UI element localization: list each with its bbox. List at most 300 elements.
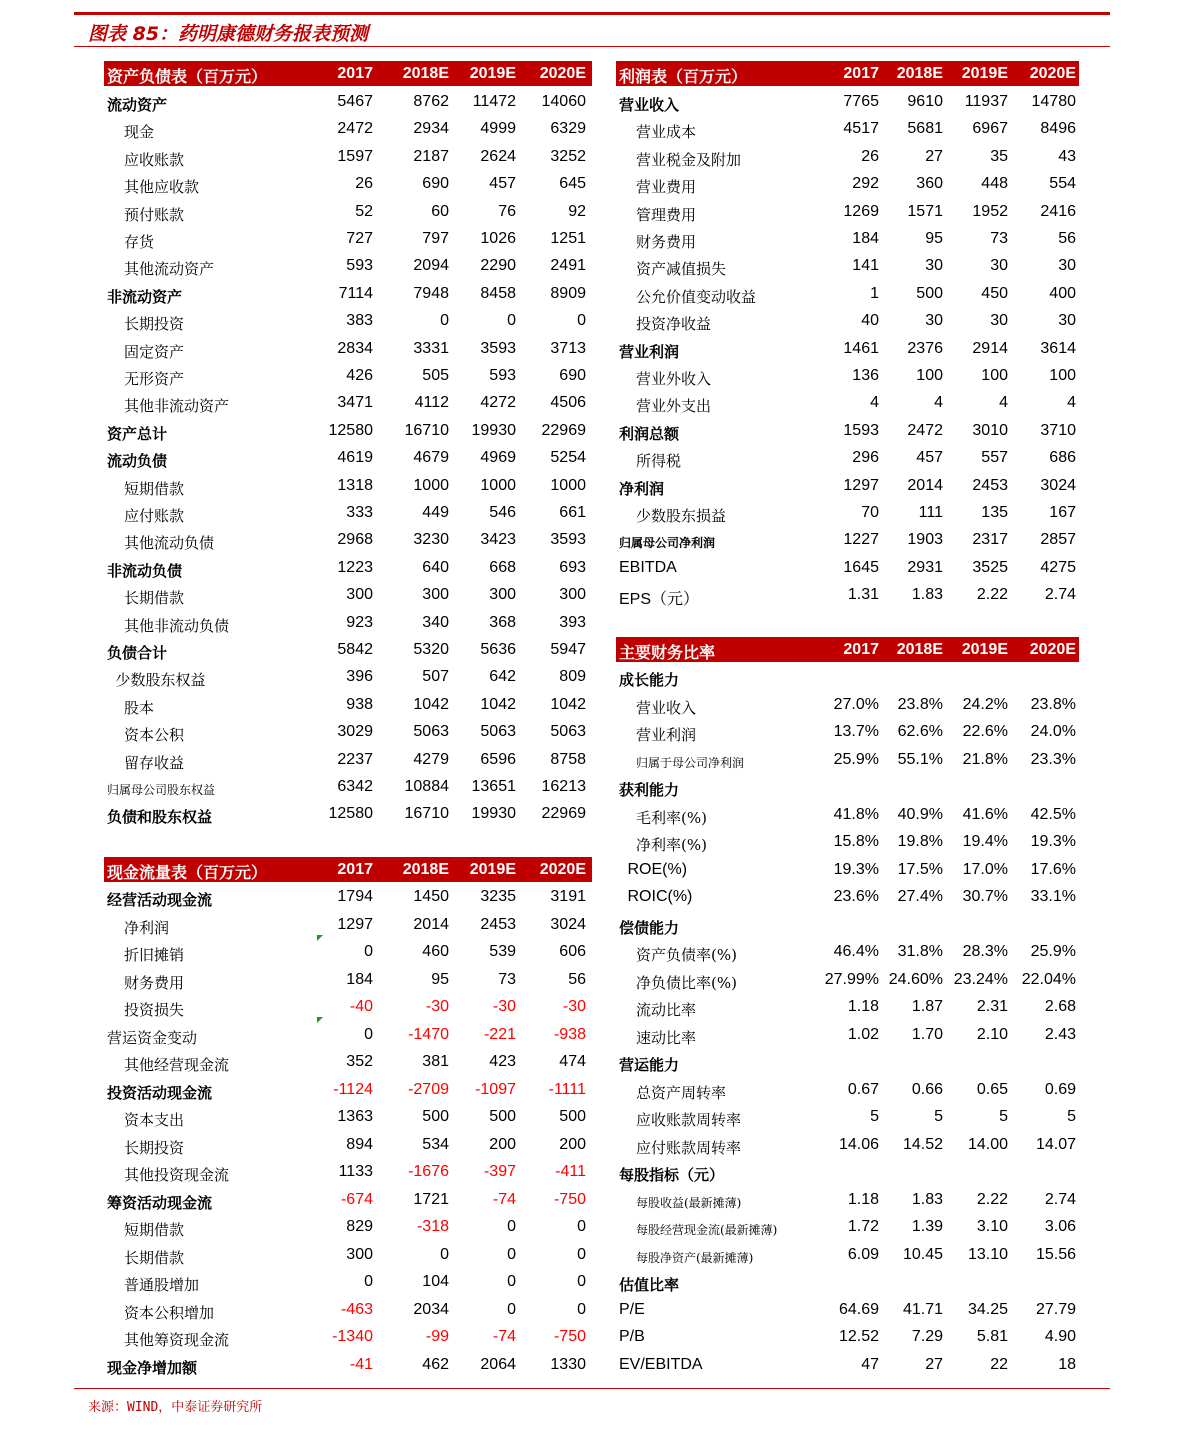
cell-value: 16213	[541, 778, 586, 795]
cell-value: 3010	[972, 421, 1008, 439]
cell-value: -1470	[408, 1025, 449, 1043]
cell-value: 167	[1049, 504, 1076, 521]
cell-value: 1.02	[847, 1025, 879, 1043]
cell-value: 1597	[337, 147, 373, 165]
ratios-title: 主要财务比率	[619, 643, 716, 662]
cell-value: 3.10	[976, 1218, 1008, 1235]
table-row	[104, 1049, 592, 1076]
row-label: 无形资产	[124, 370, 185, 388]
cell-value: 100	[981, 367, 1008, 384]
cell-value: 46.4%	[833, 943, 879, 960]
row-label: 归属母公司净利润	[619, 536, 716, 551]
cell-value: 1952	[972, 202, 1008, 220]
cell-value: 2.22	[976, 586, 1008, 604]
row-label: 营运能力	[619, 1056, 680, 1074]
cell-value: 0.69	[1044, 1080, 1076, 1098]
cell-value: 184	[852, 230, 879, 247]
table-row	[616, 473, 1079, 500]
cell-value: 3710	[1040, 421, 1076, 439]
row-label: 资本支出	[124, 1111, 185, 1129]
row-label: 投资损失	[124, 1001, 185, 1019]
figure-title: 图表 85：药明康德财务报表预测	[88, 23, 369, 45]
table-row	[104, 116, 592, 143]
cell-value: 23.24%	[953, 970, 1008, 988]
table-row	[104, 912, 592, 939]
cell-value: -2709	[408, 1080, 449, 1098]
cell-value: 0	[507, 312, 516, 330]
table-row	[616, 1297, 1079, 1324]
cell-value: 0	[507, 1218, 516, 1235]
cell-value: 423	[489, 1053, 516, 1070]
cell-value: -1124	[333, 1080, 373, 1098]
cell-value: 923	[346, 613, 373, 631]
cell-value: 1571	[907, 202, 943, 220]
cell-value: 593	[346, 257, 373, 275]
table-row	[616, 884, 1079, 911]
table-row	[104, 1187, 592, 1214]
cell-value: 1318	[337, 476, 373, 494]
cell-value: 300	[346, 1245, 373, 1263]
cell-value: 1223	[337, 558, 373, 576]
cell-value: 3713	[550, 339, 586, 357]
row-label: 固定资产	[124, 342, 185, 361]
cell-value: 1042	[480, 695, 516, 713]
table-row	[616, 1159, 1079, 1186]
table-row	[104, 199, 592, 226]
table-row	[104, 445, 592, 472]
cell-value: 135	[981, 504, 1008, 521]
cell-value: 1794	[337, 888, 373, 905]
table-row	[616, 802, 1079, 829]
table-row	[104, 1242, 592, 1269]
cell-value: 40.9%	[897, 805, 943, 823]
cell-value: 894	[346, 1135, 373, 1153]
row-label: 营业成本	[636, 123, 697, 142]
row-label: 营业费用	[636, 178, 697, 197]
cell-value: 19.4%	[962, 833, 1008, 850]
table-row	[104, 801, 592, 828]
cell-value: 2857	[1040, 531, 1076, 549]
row-label: 净利率(%)	[636, 836, 707, 854]
cell-value: 55.1%	[897, 750, 943, 768]
cell-value: 4619	[337, 449, 373, 467]
cell-value: 100	[916, 367, 943, 384]
cell-value: 24.2%	[962, 695, 1008, 713]
cell-value: 14060	[541, 93, 586, 110]
cell-value: 3191	[550, 888, 586, 905]
cell-value: 2931	[907, 558, 943, 576]
cell-value: 383	[346, 312, 373, 330]
table-row	[104, 939, 592, 966]
table-row	[104, 144, 592, 171]
cell-value: 1000	[480, 476, 516, 494]
cell-value: 340	[422, 613, 449, 631]
cell-value: 546	[489, 504, 516, 521]
cell-value: 42.5%	[1030, 805, 1076, 823]
row-label: 其他流动资产	[124, 260, 215, 279]
row-label: 归属于母公司净利润	[636, 755, 745, 770]
cell-value: 500	[489, 1108, 516, 1125]
row-label: 资本公积	[124, 726, 185, 745]
cell-value: 10884	[404, 778, 449, 795]
row-label: ROE(%)	[627, 860, 688, 878]
cell-value: 1.31	[847, 586, 879, 604]
table-row	[616, 500, 1079, 527]
cell-value: 35	[990, 147, 1008, 165]
row-label: 应收账款	[124, 150, 185, 169]
cell-value: 13.10	[967, 1245, 1008, 1263]
cell-value: 829	[346, 1218, 373, 1235]
cell-value: 4272	[480, 394, 516, 412]
cell-value: 17.6%	[1030, 860, 1076, 878]
table-row	[104, 89, 592, 116]
cell-value: 1330	[550, 1355, 586, 1373]
cell-value: 40	[861, 312, 879, 330]
cell-value: 4506	[550, 394, 586, 412]
cell-value: 797	[422, 230, 449, 247]
cell-value: 31.8%	[897, 943, 943, 960]
cell-value: 2624	[480, 147, 516, 165]
cell-value: 0	[577, 1300, 586, 1318]
cell-value: 393	[559, 613, 586, 631]
cell-value: 0	[507, 1245, 516, 1263]
cell-value: 0	[507, 1300, 516, 1318]
row-label: P/E	[619, 1300, 645, 1318]
cell-value: 95	[925, 230, 943, 247]
table-row	[616, 857, 1079, 884]
row-label: EV/EBITDA	[619, 1355, 703, 1373]
table-row	[616, 994, 1079, 1021]
cell-value: 8496	[1040, 120, 1076, 138]
row-label: 经营活动现金流	[107, 891, 213, 909]
cell-value: 26	[355, 175, 373, 193]
row-label: 其他投资现金流	[124, 1166, 230, 1184]
year-header: 2020E	[539, 65, 586, 82]
cell-value: 8762	[413, 93, 449, 110]
cell-value: 24.60%	[888, 970, 943, 988]
row-label: 其他非流动负债	[124, 616, 230, 635]
cell-value: 0.67	[847, 1080, 879, 1098]
cell-value: 6596	[480, 750, 516, 768]
cell-value: 2317	[972, 531, 1008, 549]
cell-value: 693	[559, 558, 586, 576]
cell-value: 2968	[337, 531, 373, 549]
cell-value: -1111	[548, 1080, 586, 1098]
cell-value: 13.7%	[833, 723, 879, 740]
cell-value: 25.9%	[833, 750, 879, 768]
cell-value: -221	[483, 1025, 516, 1043]
cell-value: 60	[431, 202, 449, 220]
cell-value: -1676	[408, 1163, 449, 1180]
table-row	[104, 994, 592, 1021]
cell-value: 200	[489, 1135, 516, 1153]
cell-value: -30	[425, 998, 449, 1015]
cell-value: 0	[440, 312, 449, 330]
cell-value: 92	[568, 202, 586, 220]
cell-value: 0	[364, 943, 373, 960]
cell-value: 3.06	[1044, 1218, 1076, 1235]
table-row	[104, 390, 592, 417]
table-row	[616, 1077, 1079, 1104]
ratios-header	[616, 637, 1079, 662]
cell-value: 474	[559, 1053, 586, 1070]
row-label: 应付账款	[124, 507, 185, 525]
cell-value: 5	[934, 1108, 943, 1125]
cell-value: 14780	[1031, 93, 1076, 110]
cell-value: 352	[346, 1053, 373, 1070]
row-label: 偿债能力	[619, 918, 680, 937]
table-row	[616, 664, 1079, 691]
cell-value: 1363	[337, 1108, 373, 1125]
cell-value: 17.5%	[897, 860, 943, 878]
income-header	[616, 61, 1079, 86]
cell-value: -40	[349, 998, 373, 1015]
cell-value: 462	[422, 1355, 449, 1373]
cell-value: 3024	[550, 915, 586, 933]
table-row	[104, 692, 592, 719]
cell-value: 4969	[480, 449, 516, 467]
row-label: 资产负债率(%)	[636, 946, 737, 964]
cell-value: 4.90	[1044, 1328, 1076, 1345]
cell-value: -750	[553, 1190, 586, 1208]
cell-value: 27.4%	[897, 888, 943, 905]
table-row	[616, 1049, 1079, 1076]
cell-value: 200	[559, 1135, 586, 1153]
cell-value: -1340	[332, 1328, 373, 1345]
cell-value: 7114	[338, 284, 373, 302]
table-row	[616, 226, 1079, 253]
cell-value: 22969	[541, 421, 586, 439]
table-row	[104, 418, 592, 445]
row-label: 营业税金及附加	[636, 150, 742, 169]
row-label: 短期借款	[124, 479, 185, 498]
cell-value: 30	[990, 257, 1008, 275]
table-row	[616, 1214, 1079, 1241]
cell-value: 2834	[337, 339, 373, 357]
cell-value: 8758	[550, 750, 586, 768]
cell-value: 686	[1049, 449, 1076, 467]
row-label: P/B	[619, 1328, 645, 1345]
row-label: 净利润	[124, 918, 170, 937]
table-row	[104, 1297, 592, 1324]
row-label: 少数股东权益	[115, 671, 206, 690]
cell-value: 8458	[480, 284, 516, 302]
table-row	[104, 473, 592, 500]
cell-value: 3471	[337, 394, 373, 412]
row-label: 财务费用	[124, 973, 185, 992]
cell-value: 7948	[413, 284, 449, 302]
cell-value: 47	[861, 1355, 879, 1373]
row-label: 流动比率	[636, 1001, 697, 1019]
cell-value: 3614	[1040, 339, 1076, 357]
cell-value: 368	[489, 613, 516, 631]
row-label: 筹资活动现金流	[107, 1193, 213, 1212]
title-underline	[74, 46, 1110, 47]
cell-value: 400	[1049, 284, 1076, 302]
table-row	[616, 1269, 1079, 1296]
cell-value: 34.25	[967, 1300, 1008, 1318]
cell-value: 22.6%	[962, 723, 1008, 740]
cell-value: 5063	[550, 723, 586, 741]
cell-value: 448	[981, 175, 1008, 193]
cell-value: 2472	[907, 421, 943, 439]
table-row	[104, 336, 592, 363]
cell-value: 9610	[907, 93, 943, 110]
cell-value: 2376	[907, 339, 943, 357]
row-label: 营业利润	[636, 726, 697, 744]
cell-value: 3029	[337, 723, 373, 741]
row-label: 营业外收入	[636, 370, 712, 388]
cell-value: -99	[425, 1328, 449, 1345]
table-row	[104, 1159, 592, 1186]
row-label: 其他应收款	[124, 178, 200, 197]
table-row	[616, 336, 1079, 363]
cell-value: 62.6%	[897, 723, 943, 740]
cell-value: -41	[349, 1355, 373, 1373]
cell-value: 300	[422, 586, 449, 604]
table-row	[104, 363, 592, 390]
cell-value: 14.06	[838, 1135, 879, 1153]
cell-value: 5467	[337, 93, 373, 110]
table-row	[616, 967, 1079, 994]
cell-value: 539	[489, 943, 516, 960]
table-row	[616, 939, 1079, 966]
cell-value: 292	[852, 175, 879, 193]
row-label: 长期借款	[124, 1248, 185, 1267]
cell-value: 27.0%	[833, 695, 879, 713]
table-row	[104, 719, 592, 746]
cell-value: 27.79	[1035, 1300, 1076, 1318]
cell-value: -411	[555, 1163, 586, 1180]
row-label: 应收账款周转率	[636, 1111, 742, 1129]
cell-value: 19.3%	[1030, 833, 1076, 850]
cell-value: 23.3%	[1030, 750, 1076, 768]
cell-value: -318	[416, 1218, 449, 1235]
cell-value: 3230	[413, 531, 449, 549]
cell-value: 2014	[413, 915, 449, 933]
cell-value: 56	[1058, 230, 1076, 247]
table-row	[104, 1324, 592, 1351]
table-row	[616, 363, 1079, 390]
table-row	[616, 1187, 1079, 1214]
table-row	[104, 1104, 592, 1131]
table-row	[616, 582, 1079, 609]
cell-value: 16710	[404, 805, 449, 823]
cell-value: -74	[492, 1190, 516, 1208]
cell-value: 606	[559, 943, 586, 960]
table-row	[616, 253, 1079, 280]
cell-value: 0	[440, 1245, 449, 1263]
row-label: 非流动负债	[107, 561, 183, 580]
cell-value: 1042	[413, 695, 449, 713]
row-label: 公允价值变动收益	[636, 287, 757, 306]
cell-value: 56	[568, 970, 586, 988]
cell-value: 3252	[550, 147, 586, 165]
cell-value: 300	[559, 586, 586, 604]
cell-value: 1593	[843, 421, 879, 439]
cell-value: 668	[489, 558, 516, 576]
table-row	[616, 171, 1079, 198]
row-label: 财务费用	[636, 233, 697, 251]
row-label: 总资产周转率	[636, 1083, 727, 1102]
cell-value: 14.52	[902, 1135, 943, 1153]
table-row	[616, 912, 1079, 939]
row-label: 现金净增加额	[107, 1358, 198, 1377]
cell-value: -397	[483, 1163, 516, 1180]
cell-value: 30	[990, 312, 1008, 330]
cell-value: 690	[422, 175, 449, 193]
row-label: 流动资产	[107, 96, 168, 114]
cell-value: 360	[916, 175, 943, 193]
cell-value: 11472	[472, 93, 516, 110]
row-label: 利润总额	[619, 424, 680, 443]
cell-value: 2290	[480, 257, 516, 275]
cell-value: 19.3%	[833, 860, 879, 878]
cell-value: 5947	[550, 641, 586, 658]
table-row	[616, 390, 1079, 417]
cell-value: 1	[870, 284, 879, 302]
table-row	[104, 967, 592, 994]
cell-value: 24.0%	[1030, 723, 1076, 740]
year-header: 2020E	[1029, 65, 1076, 82]
year-header: 2017	[843, 65, 879, 82]
cell-value: 16710	[404, 421, 449, 439]
cell-value: 0	[364, 1025, 373, 1043]
cell-value: 500	[559, 1108, 586, 1125]
cell-value: 1000	[550, 476, 586, 494]
table-row	[616, 692, 1079, 719]
cell-value: 500	[422, 1108, 449, 1125]
cell-value: 4	[870, 394, 879, 412]
row-label: 少数股东损益	[636, 507, 727, 525]
cell-value: 0	[507, 1273, 516, 1290]
cell-value: -938	[553, 1025, 586, 1043]
cell-value: 3024	[1040, 476, 1076, 494]
cell-value: 2.31	[976, 998, 1008, 1015]
cell-value: 7765	[843, 93, 879, 110]
row-label: 成长能力	[619, 671, 680, 689]
cell-value: -750	[553, 1328, 586, 1345]
cell-value: -30	[562, 998, 586, 1015]
cell-value: 296	[852, 449, 879, 467]
row-label: 股本	[124, 698, 155, 717]
cell-value: -74	[492, 1328, 516, 1345]
cell-value: 27	[925, 1355, 943, 1373]
table-row	[104, 226, 592, 253]
cell-value: 1461	[843, 339, 879, 357]
top-rule	[74, 12, 1110, 15]
cell-value: 2.74	[1044, 586, 1076, 604]
cell-value: 1297	[843, 476, 879, 494]
cell-value: 19.8%	[897, 833, 943, 850]
row-label: 营业收入	[636, 698, 697, 717]
cell-value: 64.69	[838, 1300, 879, 1318]
cell-value: 141	[852, 257, 879, 275]
cell-value: 2187	[413, 147, 449, 165]
table-row	[616, 747, 1079, 774]
year-header: 2019E	[961, 65, 1008, 82]
table-row	[104, 1132, 592, 1159]
cell-value: 5842	[337, 641, 373, 658]
cell-value: 1.39	[911, 1218, 943, 1235]
cell-value: 22	[990, 1355, 1008, 1373]
row-label: 营运资金变动	[107, 1028, 198, 1047]
cell-value: 1.83	[911, 586, 943, 604]
year-header: 2019E	[961, 641, 1008, 658]
cell-value: 300	[346, 586, 373, 604]
cell-value: 2453	[480, 915, 516, 933]
cell-value: 1026	[480, 230, 516, 247]
